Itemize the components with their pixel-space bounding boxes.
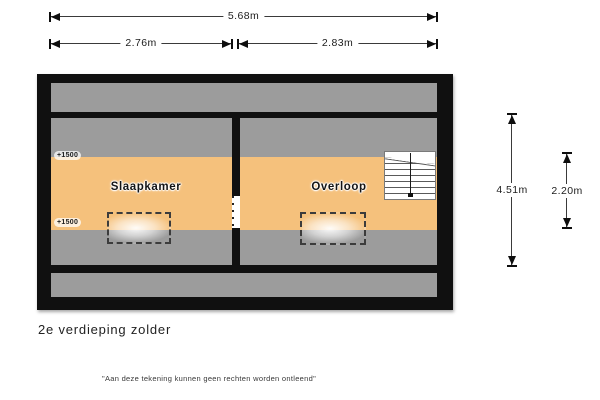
stair-walkline [410,153,411,195]
dimension-tick [231,39,233,49]
dimension-right-width [238,37,437,49]
floor-title: 2e verdieping zolder [38,322,172,337]
dimension-total-width [50,10,437,22]
height-marker-1500-top: +1500 [54,151,81,160]
dimension-left-width [50,37,232,49]
dimension-tick [562,227,572,229]
door-opening [232,196,240,228]
arrow-up-icon [563,154,571,163]
dimension-full-height-depth [551,153,583,228]
floorplan-interior [51,83,437,297]
arrow-right-icon [222,40,231,48]
arrow-left-icon [51,40,60,48]
wall-top-inner [51,112,437,118]
dimension-room-depth [496,114,528,266]
arrow-left-icon [239,40,248,48]
arrow-right-icon [427,13,436,21]
dimension-label-full-height: 2.20m [547,184,586,198]
dimension-tick [436,12,438,22]
dimension-label-right: 2.83m [317,37,358,49]
dimension-label-left: 2.76m [120,37,161,49]
skylight-overloop [300,212,366,245]
arrow-right-icon [427,40,436,48]
stair-walkline-start [408,193,413,197]
arrow-down-icon [508,256,516,265]
staircase-icon [384,151,436,200]
arrow-left-icon [51,13,60,21]
room-label-overloop: Overloop [311,181,367,193]
arrow-up-icon [508,115,516,124]
height-marker-1500-bottom: +1500 [54,218,81,227]
disclaimer-text: "Aan deze tekening kunnen geen rechten worden ontleend" [102,374,317,383]
dimension-tick [507,265,517,267]
dimension-label-total: 5.68m [223,10,264,22]
wall-bottom-inner [51,265,437,273]
dimension-label-room-depth: 4.51m [492,183,531,197]
room-label-slaapkamer: Slaapkamer [110,181,182,193]
arrow-down-icon [563,218,571,227]
dimension-tick [436,39,438,49]
floorplan-outline [37,74,453,310]
skylight-slaapkamer [107,212,171,244]
